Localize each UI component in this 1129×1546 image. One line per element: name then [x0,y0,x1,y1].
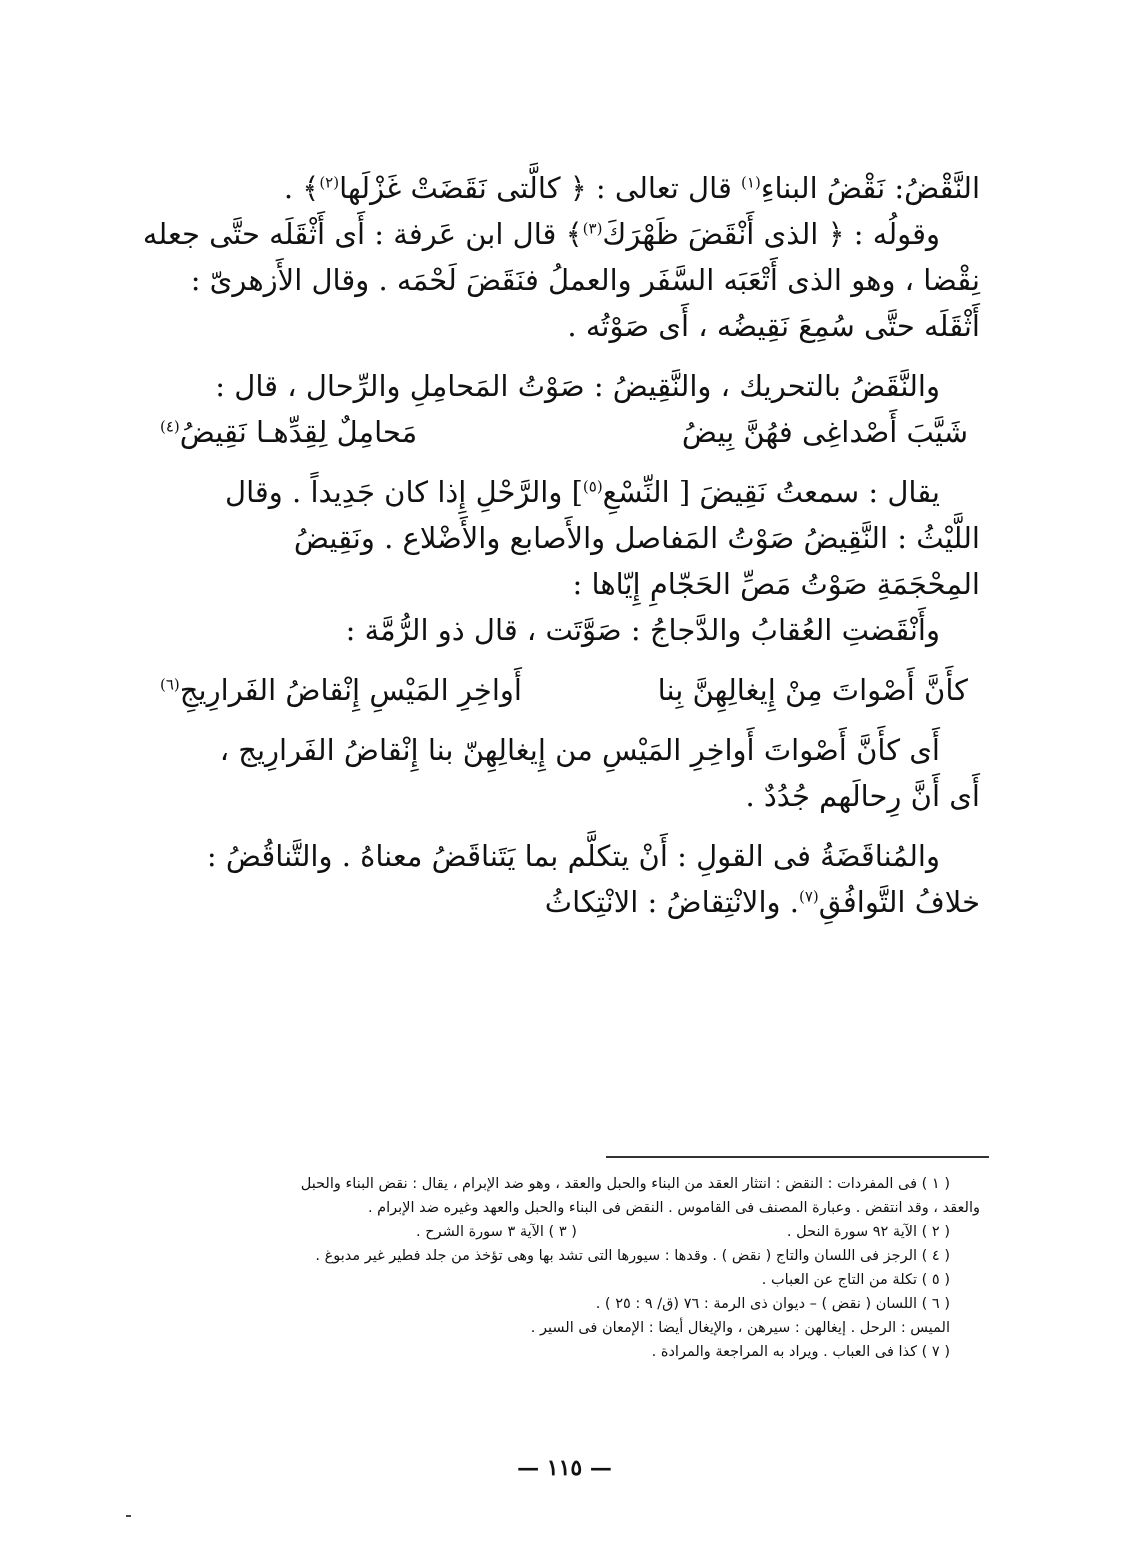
verse-hemistich-2 [160,667,522,713]
footnote-marker: (٤) [160,417,180,436]
text-line-13 [150,879,980,925]
text-line-4: أَثْقَلَه حتَّى سُمِعَ نَقِيضُه ، أَى صَوْتُه . [567,309,980,343]
text-segment: أَواخِرِ المَيْسِ إِنْقاضُ الفَرارِيجِ [179,673,522,707]
text-line-1 [150,165,980,211]
verse-hemistich-1: كأَنَّ أَصْواتَ مِنْ إِيغالِهِنَّ بِنا [657,673,968,707]
text-segment: وقولُه : ﴿ الذى أَنْقَضَ ظَهْرَكَ [602,217,940,251]
text-segment: يقال : سمعتُ نَقِيضَ [ النِّسْعِ [602,475,940,509]
footnote-marker: (٥) [582,477,603,496]
footnote-marker: (٧) [798,887,819,906]
text-segment: . والانْتِقاضُ : الانْتِكاثُ [544,885,799,919]
text-line-2 [142,211,980,257]
text-line-5: والنَّقَضُ بالتحريك ، والنَّقِيضُ : صَوْتُ المَحامِلِ والرِّحال ، قال : [215,369,940,403]
text-segment: النَّقْضُ: نَقْضُ البناءِ [760,171,980,205]
footnote-marker: (٦) [160,675,180,694]
text-line-8: المِحْجَمَةِ صَوْتُ مَصِّ الحَجّامِ إِيّاها : [572,567,980,601]
scan-speck [126,1515,131,1517]
footnote-1-continued: والعقد ، وقد انتقض . وعبارة المصنف فى القاموس . النقض فى البناء والحبل والعهد وغيره ضد الإبرام . [367,1200,980,1216]
footnote-marker: (٣) [582,219,603,238]
footnotes [140,1172,980,1364]
footnote-1: ( ١ ) فى المفردات : النقض : انتثار العقد من البناء والحبل والعقد ، وهو ضد الإبرام ، يقال : نقض البناء والحبل [300,1176,950,1192]
text-segment: ] والرَّحْلِ إِذا كان جَدِيداً . وقال [225,475,583,509]
main-text [142,165,980,925]
page-number: — ١١٥ — [517,1455,612,1481]
text-line-9: وأَنْقَضتِ العُقابُ والدَّجاجُ : صَوَّتَت ، قال ذو الرُّمَّة : [345,613,940,647]
text-line-10: أَى كأَنَّ أَصْواتَ أَواخِرِ المَيْسِ من إِيغالِهِنّ بنا إِنْقاضُ الفَرارِيج ، [219,733,940,767]
footnote-5: ( ٥ ) تكلة من التاج عن العباب . [761,1272,950,1288]
footnotes-row [140,1220,980,1244]
text-segment: ﴾ . [283,171,320,205]
footnote-separator [606,1156,989,1158]
text-line-12: والمُناقَضَةُ فى القولِ : أَنْ يتكلَّم بما يَتَناقَضُ معناهُ . والتَّناقُضُ : [206,839,940,873]
footnote-3: ( ٣ ) الآية ٣ سورة الشرح . [416,1224,577,1240]
text-segment: قال تعالى : ﴿ كالَّتى نَقَضَتْ غَزْلَها [339,171,742,205]
footnote-6-continued: الميس : الرحل . إيغالهن : سيرهن ، والإيغال أيضا : الإمعان فى السير . [530,1320,950,1336]
text-line-3: نِقْضا ، وهو الذى أَتْعَبَه السَّفَر والعملُ فنَقَضَ لَحْمَه . وقال الأَزهرىّ : [190,263,980,297]
verse-hemistich-1: شَيَّبَ أَصْداغِى فهُنَّ بِيضُ [681,415,968,449]
footnote-4: ( ٤ ) الرجز فى اللسان والتاج ( نقض ) . وقدها : سيورها التى تشد بها وهى تؤخذ من جلد فطير غير مدبوغ . [315,1248,950,1264]
text-segment: ﴾ قال ابن عَرفة : أَى أَثْقَلَه حتَّى جعله [142,217,583,251]
verse-hemistich-2 [160,409,417,455]
footnote-2: ( ٢ ) الآية ٩٢ سورة النحل . [786,1224,950,1240]
text-segment: مَحامِلٌ لِقِدِّهـا نَقِيضُ [179,415,418,449]
text-segment: خلافُ التَّوافُقِ [818,885,980,919]
footnote-marker: (٢) [319,173,340,192]
text-line-6 [150,469,980,515]
footnote-7: ( ٧ ) كذا فى العباب . ويراد به المراجعة والمرادة . [651,1344,950,1360]
text-line-7: اللَّيْثُ : النَّقِيضُ صَوْتُ المَفاصل والأَصابع والأَضْلاع . ونَقِيضُ [293,521,980,555]
text-line-11: أَى أَنَّ رِحالَهم جُدُدٌ . [745,779,980,813]
verse-line-1 [150,409,980,455]
footnote-6: ( ٦ ) اللسان ( نقض ) – ديوان ذى الرمة : ٧٦ (ق/ ٩ : ٢٥ ) . [595,1296,950,1312]
verse-line-2 [150,667,980,713]
footnote-marker: (١) [741,173,761,192]
